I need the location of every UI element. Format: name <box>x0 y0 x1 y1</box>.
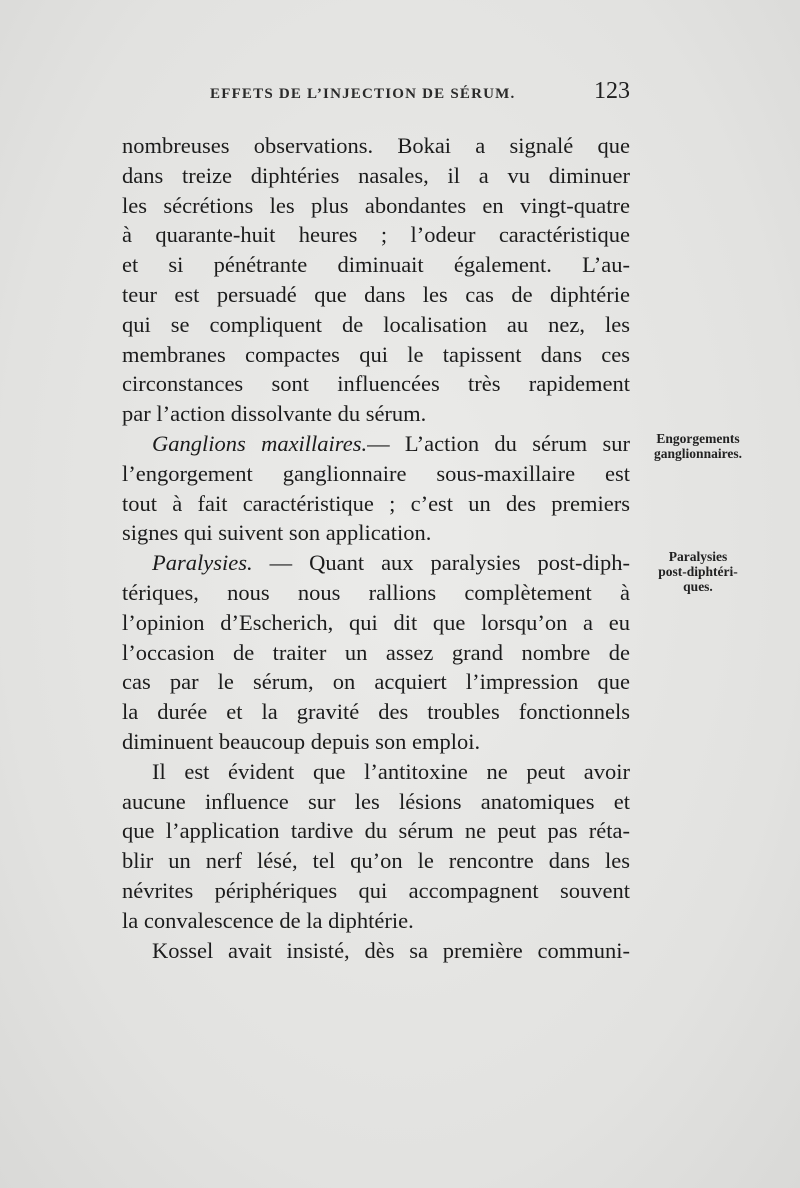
text-line: Kossel avait insisté, dès sa première communi- <box>152 937 630 963</box>
body-text <box>122 131 630 965</box>
text-line: circonstances sont influencées très rapidement <box>122 371 630 397</box>
margin-note-paralysies <box>636 549 760 594</box>
text-line: Il est évident que l’antitoxine ne peut avoir <box>152 758 630 784</box>
page-header <box>122 78 630 108</box>
text-run: — Quant aux paralysies post-diph- <box>252 550 630 576</box>
text-line <box>122 429 630 459</box>
margin-note-engorgements <box>636 431 760 461</box>
text-line: et si pénétrante diminuait également. L’au- <box>122 252 630 278</box>
text-line: la convalescence de la diphtérie. <box>122 907 414 933</box>
text-line: blir un nerf lésé, tel qu’on le rencontre dans les <box>122 848 630 874</box>
text-line: l’engorgement ganglionnaire sous-maxillaire est <box>122 460 630 486</box>
text-run: — L’action du sérum sur <box>367 430 630 456</box>
text-line: nombreuses observations. Bokai a signalé que <box>122 133 630 158</box>
text-line: membranes compactes qui le tapissent dans ces <box>122 341 630 367</box>
text-line: que l’application tardive du sérum ne peut pas réta- <box>122 818 630 844</box>
text-line <box>122 548 630 578</box>
text-line: l’opinion d’Escherich, qui dit que lorsqu’on a eu <box>122 609 630 635</box>
running-title: EFFETS DE L’INJECTION DE SÉRUM. <box>210 86 516 102</box>
text-line: tout à fait caractéristique ; c’est un des premiers <box>122 490 630 516</box>
text-line: signes qui suivent son application. <box>122 520 432 546</box>
page-number: 123 <box>594 78 630 104</box>
section-heading-ganglions: Ganglions maxillaires. <box>152 430 368 456</box>
text-line: dans treize diphtéries nasales, il a vu diminuer <box>122 162 630 188</box>
margin-note-line: ques. <box>683 579 713 594</box>
margin-note-line: ganglionnaires. <box>654 446 742 461</box>
margin-note-line: post-diphtéri- <box>658 564 738 579</box>
text-line: tériques, nous nous rallions complètement à <box>122 579 630 605</box>
text-line: la durée et la gravité des troubles fonctionnels <box>122 699 630 725</box>
text-line: par l’action dissolvante du sérum. <box>122 401 427 427</box>
text-line: cas par le sérum, on acquiert l’impression que <box>122 669 630 695</box>
section-heading-paralysies: Paralysies. <box>152 550 253 576</box>
margin-note-line: Paralysies <box>668 549 728 564</box>
text-line: les sécrétions les plus abondantes en vingt-quatre <box>122 192 630 218</box>
margin-note-line: Engorgements <box>656 431 740 446</box>
text-line: aucune influence sur les lésions anatomiques et <box>122 788 630 814</box>
text-line: l’occasion de traiter un assez grand nombre de <box>122 639 630 665</box>
text-line: diminuent beaucoup depuis son emploi. <box>122 728 481 754</box>
text-line: qui se compliquent de localisation au nez, les <box>122 311 630 337</box>
text-line: névrites périphériques qui accompagnent souvent <box>122 877 630 903</box>
text-line: à quarante-huit heures ; l’odeur caractéristique <box>122 222 630 248</box>
text-line: teur est persuadé que dans les cas de diphtérie <box>122 281 630 307</box>
